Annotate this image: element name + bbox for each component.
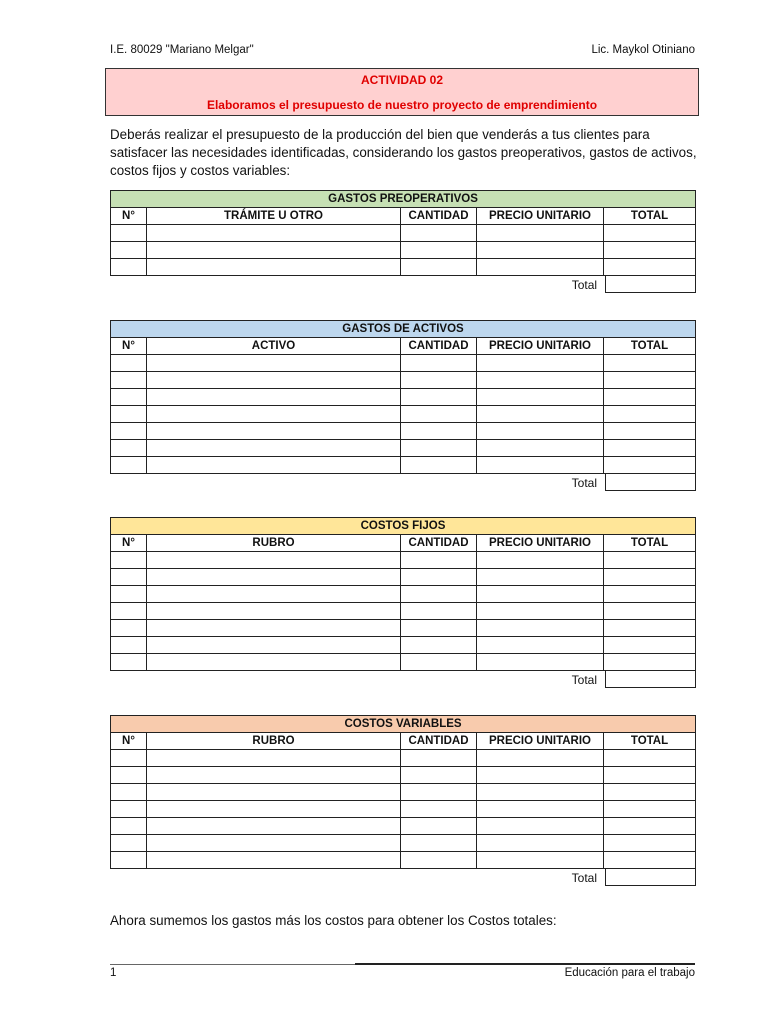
table-costos-fijos <box>110 517 696 688</box>
table-cell[interactable] <box>147 457 401 474</box>
table-row <box>111 620 696 637</box>
table-cell[interactable] <box>477 569 604 586</box>
table-row <box>111 852 696 869</box>
total-row <box>110 671 696 688</box>
table-cell[interactable] <box>147 372 401 389</box>
column-header: PRECIO UNITARIO <box>477 338 604 355</box>
table-cell[interactable] <box>477 818 604 835</box>
table-cell[interactable] <box>477 654 604 671</box>
table-cell[interactable] <box>604 569 696 586</box>
table-cell[interactable] <box>111 767 147 784</box>
table-row <box>111 389 696 406</box>
subject-name: Educación para el trabajo <box>564 967 695 979</box>
table-cell[interactable] <box>111 852 147 869</box>
total-cell[interactable] <box>605 276 696 293</box>
table-cell[interactable] <box>477 406 604 423</box>
table-row <box>111 767 696 784</box>
table-cell[interactable] <box>111 225 147 242</box>
column-header: TOTAL <box>604 535 696 552</box>
table-cell[interactable] <box>147 355 401 372</box>
table-cell[interactable] <box>401 852 477 869</box>
total-row <box>110 869 696 886</box>
table-row <box>111 784 696 801</box>
total-label: Total <box>571 870 598 885</box>
table-cell[interactable] <box>477 423 604 440</box>
column-header: TRÁMITE U OTRO <box>147 208 401 225</box>
table-cell[interactable] <box>147 440 401 457</box>
table-cell[interactable] <box>147 423 401 440</box>
table-cell[interactable] <box>477 603 604 620</box>
table-row <box>111 603 696 620</box>
table-row <box>111 440 696 457</box>
table-cell[interactable] <box>477 242 604 259</box>
table-cell[interactable] <box>401 389 477 406</box>
column-header: N° <box>111 208 147 225</box>
table-cell[interactable] <box>111 457 147 474</box>
activity-title: ACTIVIDAD 02 <box>360 73 443 87</box>
table-cell[interactable] <box>477 457 604 474</box>
column-header: CANTIDAD <box>401 338 477 355</box>
table-cell[interactable] <box>401 355 477 372</box>
table-cell[interactable] <box>401 259 477 276</box>
budget-table <box>110 715 696 869</box>
table-cell[interactable] <box>401 586 477 603</box>
table-cell[interactable] <box>477 784 604 801</box>
table-row <box>111 259 696 276</box>
table-cell[interactable] <box>477 835 604 852</box>
table-row <box>111 637 696 654</box>
table-cell[interactable] <box>111 569 147 586</box>
table-cell[interactable] <box>604 835 696 852</box>
page-header <box>110 44 695 56</box>
table-cell[interactable] <box>401 457 477 474</box>
table-row <box>111 552 696 569</box>
budget-table <box>110 190 696 276</box>
column-header: N° <box>111 535 147 552</box>
table-cell[interactable] <box>604 750 696 767</box>
column-header: N° <box>111 338 147 355</box>
table-cell[interactable] <box>477 552 604 569</box>
table-cell[interactable] <box>477 750 604 767</box>
table-gastos-activos <box>110 320 696 491</box>
table-cell[interactable] <box>111 835 147 852</box>
table-cell[interactable] <box>147 225 401 242</box>
table-cell[interactable] <box>604 767 696 784</box>
total-label: Total <box>571 672 597 687</box>
table-cell[interactable] <box>604 801 696 818</box>
table-cell[interactable] <box>111 355 147 372</box>
table-cell[interactable] <box>604 225 696 242</box>
table-cell[interactable] <box>147 242 401 259</box>
table-cell[interactable] <box>477 440 604 457</box>
table-row <box>111 586 696 603</box>
table-cell[interactable] <box>147 552 401 569</box>
table-cell[interactable] <box>604 552 696 569</box>
table-cell[interactable] <box>147 750 401 767</box>
table-cell[interactable] <box>401 801 477 818</box>
table-cell[interactable] <box>147 767 401 784</box>
table-cell[interactable] <box>111 242 147 259</box>
table-title: GASTOS DE ACTIVOS <box>111 321 696 338</box>
total-cell[interactable] <box>605 671 696 688</box>
table-cell[interactable] <box>477 355 604 372</box>
table-cell[interactable] <box>111 654 147 671</box>
table-cell[interactable] <box>604 259 696 276</box>
column-header: TOTAL <box>604 733 696 750</box>
table-cell[interactable] <box>147 389 401 406</box>
column-header: RUBRO <box>147 733 401 750</box>
table-cell[interactable] <box>111 818 147 835</box>
table-cell[interactable] <box>401 750 477 767</box>
table-cell[interactable] <box>604 423 696 440</box>
table-cell[interactable] <box>111 586 147 603</box>
table-cell[interactable] <box>401 654 477 671</box>
table-cell[interactable] <box>401 835 477 852</box>
table-cell[interactable] <box>604 440 696 457</box>
budget-table <box>110 320 696 474</box>
table-row <box>111 355 696 372</box>
intro-paragraph: Deberás realizar el presupuesto de la producción del bien que venderás a tus clientes para satisfacer las necesidades identificadas, considerando los gastos preoperativos, gastos de activos, costos fijos y costos variables: <box>110 127 697 178</box>
table-cell[interactable] <box>604 654 696 671</box>
summary-text: Ahora sumemos los gastos más los costos para obtener los Costos totales: <box>110 913 557 928</box>
table-cell[interactable] <box>477 852 604 869</box>
table-cell[interactable] <box>111 552 147 569</box>
table-cell[interactable] <box>477 620 604 637</box>
table-cell[interactable] <box>147 637 401 654</box>
table-cell[interactable] <box>147 835 401 852</box>
column-header: ACTIVO <box>147 338 401 355</box>
table-cell[interactable] <box>604 620 696 637</box>
teacher-name: Lic. Maykol Otiniano <box>591 44 695 56</box>
total-label: Total <box>571 277 598 292</box>
table-cell[interactable] <box>477 767 604 784</box>
table-title: COSTOS FIJOS <box>111 518 696 535</box>
table-cell[interactable] <box>147 569 401 586</box>
table-cell[interactable] <box>401 620 477 637</box>
table-row <box>111 835 696 852</box>
school-name: I.E. 80029 "Mariano Melgar" <box>110 44 254 56</box>
table-row <box>111 372 696 389</box>
table-cell[interactable] <box>111 637 147 654</box>
table-row <box>111 406 696 423</box>
table-cell[interactable] <box>401 406 477 423</box>
table-cell[interactable] <box>147 818 401 835</box>
table-cell[interactable] <box>477 389 604 406</box>
table-row <box>111 423 696 440</box>
table-cell[interactable] <box>111 259 147 276</box>
table-cell[interactable] <box>111 440 147 457</box>
table-row <box>111 225 696 242</box>
table-cell[interactable] <box>111 784 147 801</box>
table-cell[interactable] <box>111 603 147 620</box>
table-cell[interactable] <box>477 225 604 242</box>
table-cell[interactable] <box>147 406 401 423</box>
table-cell[interactable] <box>604 355 696 372</box>
table-cell[interactable] <box>401 784 477 801</box>
total-cell[interactable] <box>605 869 696 886</box>
column-header: TOTAL <box>604 338 696 355</box>
table-cell[interactable] <box>401 569 477 586</box>
table-cell[interactable] <box>604 637 696 654</box>
budget-table <box>110 517 696 671</box>
table-cell[interactable] <box>604 406 696 423</box>
table-cell[interactable] <box>604 389 696 406</box>
activity-banner <box>105 68 699 116</box>
page-number: 1 <box>110 967 117 979</box>
column-header: PRECIO UNITARIO <box>477 733 604 750</box>
table-cell[interactable] <box>477 801 604 818</box>
column-header: CANTIDAD <box>401 733 477 750</box>
table-cell[interactable] <box>147 784 401 801</box>
table-costos-variables <box>110 715 696 886</box>
table-cell[interactable] <box>401 818 477 835</box>
table-row <box>111 242 696 259</box>
table-cell[interactable] <box>147 801 401 818</box>
column-header: CANTIDAD <box>401 535 477 552</box>
table-cell[interactable] <box>401 440 477 457</box>
table-gastos-preoperativos <box>110 190 696 293</box>
table-cell[interactable] <box>111 389 147 406</box>
total-cell[interactable] <box>605 474 696 491</box>
table-cell[interactable] <box>111 406 147 423</box>
total-row <box>110 276 696 293</box>
table-cell[interactable] <box>604 457 696 474</box>
table-cell[interactable] <box>401 225 477 242</box>
table-title: COSTOS VARIABLES <box>111 716 696 733</box>
table-cell[interactable] <box>111 423 147 440</box>
table-cell[interactable] <box>111 801 147 818</box>
table-cell[interactable] <box>604 242 696 259</box>
table-cell[interactable] <box>401 372 477 389</box>
table-row <box>111 654 696 671</box>
table-cell[interactable] <box>477 259 604 276</box>
table-cell[interactable] <box>604 372 696 389</box>
table-row <box>111 457 696 474</box>
table-cell[interactable] <box>604 784 696 801</box>
total-label: Total <box>571 475 597 490</box>
table-cell[interactable] <box>401 767 477 784</box>
table-cell[interactable] <box>401 242 477 259</box>
activity-subtitle: Elaboramos el presupuesto de nuestro proyecto de emprendimiento <box>206 98 598 112</box>
table-cell[interactable] <box>147 259 401 276</box>
footer-divider <box>110 964 695 965</box>
table-cell[interactable] <box>604 852 696 869</box>
table-cell[interactable] <box>147 586 401 603</box>
table-cell[interactable] <box>147 852 401 869</box>
table-cell[interactable] <box>401 603 477 620</box>
table-cell[interactable] <box>401 423 477 440</box>
total-row <box>110 474 696 491</box>
column-header: CANTIDAD <box>401 208 477 225</box>
column-header: N° <box>111 733 147 750</box>
table-cell[interactable] <box>147 603 401 620</box>
table-row <box>111 569 696 586</box>
column-header: PRECIO UNITARIO <box>477 535 604 552</box>
table-cell[interactable] <box>477 586 604 603</box>
table-title: GASTOS PREOPERATIVOS <box>111 191 696 208</box>
column-header: TOTAL <box>604 208 696 225</box>
table-cell[interactable] <box>401 637 477 654</box>
table-cell[interactable] <box>477 372 604 389</box>
table-cell[interactable] <box>147 654 401 671</box>
column-header: RUBRO <box>147 535 401 552</box>
table-cell[interactable] <box>147 620 401 637</box>
table-cell[interactable] <box>604 586 696 603</box>
table-cell[interactable] <box>604 603 696 620</box>
table-row <box>111 801 696 818</box>
table-cell[interactable] <box>111 372 147 389</box>
table-row <box>111 818 696 835</box>
page-footer <box>110 967 695 979</box>
table-cell[interactable] <box>401 552 477 569</box>
table-row <box>111 750 696 767</box>
table-cell[interactable] <box>111 620 147 637</box>
table-cell[interactable] <box>477 637 604 654</box>
column-header: PRECIO UNITARIO <box>477 208 604 225</box>
table-cell[interactable] <box>111 750 147 767</box>
table-cell[interactable] <box>604 818 696 835</box>
